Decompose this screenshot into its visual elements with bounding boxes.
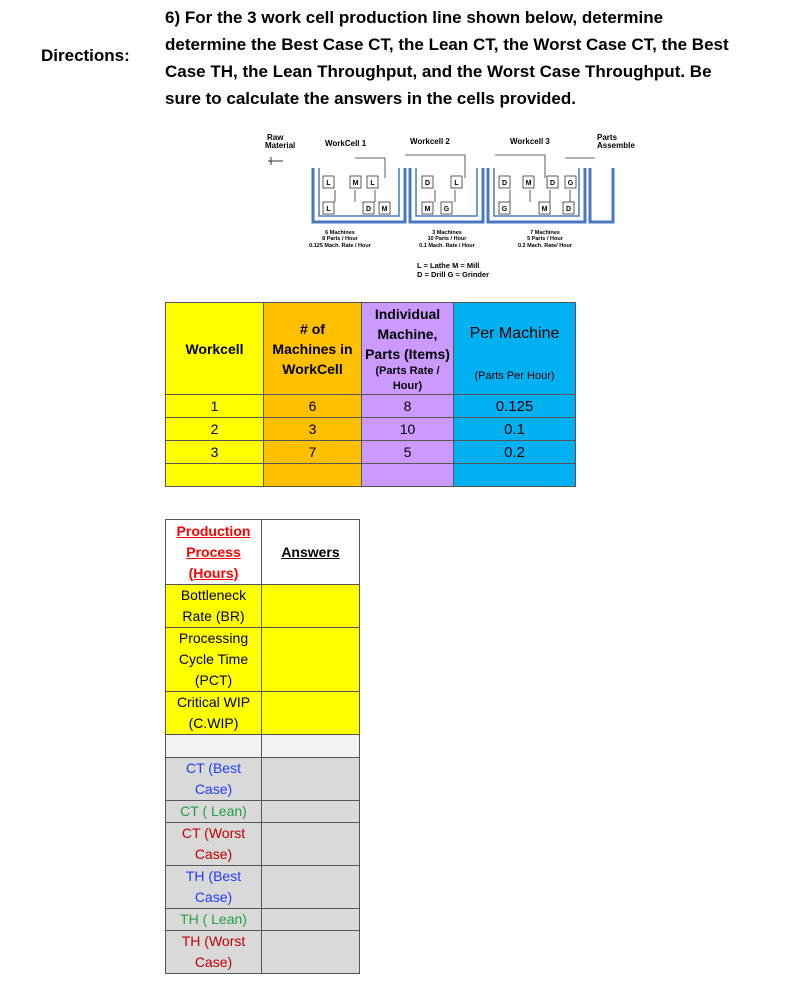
machine-box <box>547 176 558 188</box>
cell-empty[interactable] <box>362 464 454 487</box>
row-ct-lean: CT ( Lean) <box>166 801 262 823</box>
answers-table <box>165 519 360 974</box>
wc3-note-3: 0.2 Mach. Rate/ Hour <box>517 243 573 249</box>
svg-text:M: M <box>541 206 548 213</box>
answer-ct-lean[interactable] <box>262 801 360 823</box>
answer-th-lean[interactable] <box>262 909 360 931</box>
svg-text:M: M <box>525 180 532 187</box>
cell-machines[interactable]: 6 <box>264 395 362 418</box>
svg-text:D: D <box>549 180 556 187</box>
cell-workcell[interactable]: 2 <box>166 418 264 441</box>
row-bottleneck-rate: Bottleneck Rate (BR) <box>166 585 262 628</box>
table-row <box>166 418 576 441</box>
svg-text:G: G <box>567 180 574 187</box>
cell-empty[interactable] <box>454 464 576 487</box>
svg-text:D: D <box>501 180 508 187</box>
question-line-3: Case TH, the Lean Throughput, and the Worst Case Throughput. Be <box>165 62 712 81</box>
spacer-cell <box>262 735 360 758</box>
wc1-note-2: 8 Parts / Hour <box>322 236 358 242</box>
svg-text:M: M <box>381 206 388 213</box>
production-line-diagram <box>255 130 665 285</box>
raw-material-label: Raw <box>267 133 284 142</box>
header-individual-rate: Individual Machine, Parts (Items) (Parts Rate / Hour) <box>362 303 454 395</box>
machine-box <box>363 202 374 214</box>
machine-box <box>379 202 390 214</box>
machine-box <box>422 202 433 214</box>
legend-line-2: D = Drill G = Grinder <box>417 270 490 279</box>
machine-box <box>451 176 462 188</box>
row-ct-worst: CT (Worst Case) <box>166 823 262 866</box>
cell-empty[interactable] <box>166 464 264 487</box>
workcell2-label: Workcell 2 <box>410 137 450 146</box>
svg-text:D: D <box>424 180 431 187</box>
raw-material-label-2: Material <box>265 141 296 150</box>
workcell3-label: Workcell 3 <box>510 137 550 146</box>
workcell-table <box>165 302 576 487</box>
answer-critical-wip[interactable] <box>262 692 360 735</box>
answer-bottleneck-rate[interactable] <box>262 585 360 628</box>
row-pct: Processing Cycle Time (PCT) <box>166 628 262 692</box>
svg-text:G: G <box>501 206 508 213</box>
wc3-note-2: 5 Parts / Hour <box>527 236 563 242</box>
question-text <box>165 4 780 112</box>
table-row-empty <box>166 464 576 487</box>
wc3-note-1: 7 Machines <box>530 230 560 236</box>
svg-text:L: L <box>326 206 331 213</box>
header-answers: Answers <box>262 520 360 585</box>
cell-per-machine[interactable]: 0.125 <box>454 395 576 418</box>
row-th-best: TH (Best Case) <box>166 866 262 909</box>
svg-text:D: D <box>565 206 572 213</box>
cell-rate[interactable]: 5 <box>362 441 454 464</box>
workcell1-label: WorkCell 1 <box>325 139 367 148</box>
svg-text:G: G <box>443 206 450 213</box>
svg-text:L: L <box>326 180 331 187</box>
row-critical-wip: Critical WIP (C.WIP) <box>166 692 262 735</box>
answer-ct-best[interactable] <box>262 758 360 801</box>
directions-label: Directions: <box>41 46 130 65</box>
wc2-note-2: 10 Parts / Hour <box>427 236 467 242</box>
answer-th-best[interactable] <box>262 866 360 909</box>
machine-box <box>422 176 433 188</box>
svg-text:M: M <box>352 180 359 187</box>
svg-text:D: D <box>365 206 372 213</box>
machine-box <box>499 176 510 188</box>
cell-empty[interactable] <box>264 464 362 487</box>
legend-line-1: L = Lathe M = Mill <box>417 261 480 270</box>
wc1-note-3: 0.125 Mach. Rate / Hour <box>309 243 371 249</box>
question-line-1: 6) For the 3 work cell production line shown below, determine <box>165 8 664 27</box>
machine-box <box>441 202 452 214</box>
spacer-cell <box>166 735 262 758</box>
table-row <box>166 395 576 418</box>
header-per-machine: Per Machine (Parts Per Hour) <box>454 303 576 395</box>
question-line-2: determine the Best Case CT, the Lean CT, the Worst Case CT, the Best <box>165 35 729 54</box>
svg-text:L: L <box>370 180 375 187</box>
row-ct-best: CT (Best Case) <box>166 758 262 801</box>
wc2-note-1: 3 Machines <box>432 230 462 236</box>
machine-box <box>539 202 550 214</box>
parts-assemble-label-2: Assemble <box>597 141 635 150</box>
wc2-note-3: 0.1 Mach. Rate / Hour <box>419 243 475 249</box>
cell-per-machine[interactable]: 0.2 <box>454 441 576 464</box>
machine-box <box>350 176 361 188</box>
machine-box <box>323 176 334 188</box>
table-row <box>166 441 576 464</box>
machine-box <box>323 202 334 214</box>
answer-th-worst[interactable] <box>262 931 360 974</box>
header-production-process: Production Process (Hours) <box>166 520 262 585</box>
cell-machines[interactable]: 3 <box>264 418 362 441</box>
machine-box <box>565 176 576 188</box>
svg-text:L: L <box>454 180 459 187</box>
wc1-note-1: 6 Machines <box>325 230 355 236</box>
cell-workcell[interactable]: 1 <box>166 395 264 418</box>
parts-assemble-label: Parts <box>597 133 618 142</box>
machine-box <box>499 202 510 214</box>
question-line-4: sure to calculate the answers in the cells provided. <box>165 89 576 108</box>
machine-box <box>563 202 574 214</box>
cell-rate[interactable]: 8 <box>362 395 454 418</box>
machine-box <box>367 176 378 188</box>
cell-workcell[interactable]: 3 <box>166 441 264 464</box>
cell-rate[interactable]: 10 <box>362 418 454 441</box>
header-workcell: Workcell <box>166 303 264 395</box>
machine-box <box>523 176 534 188</box>
cell-machines[interactable]: 7 <box>264 441 362 464</box>
answer-ct-worst[interactable] <box>262 823 360 866</box>
answer-pct[interactable] <box>262 628 360 692</box>
row-th-lean: TH ( Lean) <box>166 909 262 931</box>
cell-per-machine[interactable]: 0.1 <box>454 418 576 441</box>
header-num-machines: # of Machines in WorkCell <box>264 303 362 395</box>
svg-text:M: M <box>424 206 431 213</box>
row-th-worst: TH (Worst Case) <box>166 931 262 974</box>
